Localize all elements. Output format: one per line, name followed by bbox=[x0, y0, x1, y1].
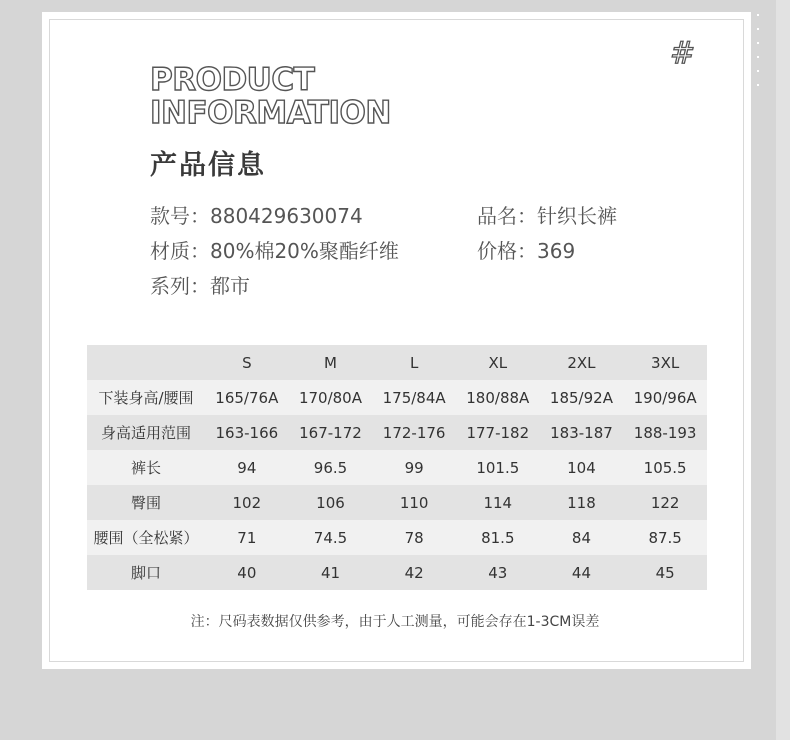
table-row bbox=[87, 450, 707, 485]
table-cell: 81.5 bbox=[481, 528, 515, 547]
header-cell: M bbox=[324, 353, 337, 372]
product-name-value: 针织长裤 bbox=[537, 204, 617, 228]
title-chinese: 产品信息 bbox=[150, 150, 266, 181]
table-cell: 40 bbox=[237, 563, 257, 582]
table-cell: 87.5 bbox=[648, 528, 682, 547]
table-cell: 42 bbox=[404, 563, 424, 582]
table-cell: 183-187 bbox=[550, 423, 613, 442]
header-cell: L bbox=[409, 353, 419, 372]
hash-icon: # bbox=[670, 36, 696, 71]
title-english-line2: INFORMATION bbox=[150, 95, 391, 131]
style-number-value: 880429630074 bbox=[210, 204, 363, 228]
table-cell: 114 bbox=[483, 493, 513, 512]
table-cell: 122 bbox=[650, 493, 680, 512]
row-label: 腰围（全松紧） bbox=[93, 529, 199, 547]
header-cell: 2XL bbox=[567, 353, 596, 372]
table-cell: 84 bbox=[571, 528, 591, 547]
material-value: 80%棉20%聚酯纤维 bbox=[210, 239, 399, 263]
info-material bbox=[150, 235, 399, 264]
header-cell: S bbox=[242, 353, 252, 372]
row-label: 身高适用范围 bbox=[100, 424, 191, 442]
table-cell: 78 bbox=[404, 528, 424, 547]
table-cell: 177-182 bbox=[466, 423, 530, 442]
table-cell: 188-193 bbox=[633, 423, 697, 442]
table-cell: 104 bbox=[567, 458, 596, 477]
product-name-label: 品名： bbox=[477, 204, 537, 228]
row-label: 臀围 bbox=[130, 494, 161, 512]
price-value: 369 bbox=[537, 239, 576, 263]
info-product-name bbox=[477, 200, 617, 229]
info-price bbox=[477, 235, 575, 264]
table-cell: 102 bbox=[232, 493, 262, 512]
table-cell: 44 bbox=[571, 563, 591, 582]
table-cell: 105.5 bbox=[643, 458, 687, 477]
table-cell: 101.5 bbox=[476, 458, 520, 477]
table-cell: 190/96A bbox=[633, 388, 697, 407]
table-cell: 167-172 bbox=[299, 423, 362, 442]
header-cell bbox=[87, 345, 205, 380]
size-table-header bbox=[87, 345, 707, 380]
table-cell: 175/84A bbox=[382, 388, 446, 407]
table-row bbox=[87, 415, 707, 450]
table-cell: 96.5 bbox=[313, 458, 348, 477]
table-row bbox=[87, 485, 707, 520]
table-cell: 99 bbox=[404, 458, 424, 477]
header-cell: 3XL bbox=[651, 353, 680, 372]
table-cell: 110 bbox=[399, 493, 429, 512]
table-cell: 45 bbox=[655, 563, 675, 582]
table-cell: 185/92A bbox=[549, 388, 613, 407]
size-table bbox=[87, 345, 707, 590]
info-series bbox=[150, 270, 250, 299]
row-label: 脚口 bbox=[130, 564, 161, 582]
table-cell: 43 bbox=[488, 563, 508, 582]
table-cell: 41 bbox=[320, 563, 341, 582]
header-cell: XL bbox=[488, 353, 508, 372]
table-row bbox=[87, 555, 707, 590]
table-cell: 180/88A bbox=[466, 388, 530, 407]
title-english bbox=[150, 64, 391, 130]
row-label: 裤长 bbox=[130, 459, 161, 477]
material-label: 材质： bbox=[150, 239, 210, 263]
style-number-label: 款号： bbox=[150, 204, 210, 228]
price-label: 价格： bbox=[477, 239, 537, 263]
row-label: 下装身高/腰围 bbox=[98, 389, 194, 407]
series-label: 系列： bbox=[150, 274, 210, 298]
table-cell: 74.5 bbox=[313, 528, 348, 547]
table-cell: 172-176 bbox=[382, 423, 446, 442]
table-cell: 71 bbox=[237, 528, 257, 547]
info-style-number bbox=[150, 200, 363, 229]
title-english-line1: PRODUCT bbox=[150, 62, 315, 98]
table-cell: 170/80A bbox=[298, 388, 362, 407]
table-cell: 165/76A bbox=[215, 388, 279, 407]
table-row bbox=[87, 520, 707, 555]
measurement-note: 注：尺码表数据仅供参考，由于人工测量，可能会存在1-3CM误差 bbox=[190, 614, 600, 630]
table-cell: 118 bbox=[567, 493, 596, 512]
series-value: 都市 bbox=[210, 274, 250, 298]
table-cell: 106 bbox=[316, 493, 345, 512]
table-row bbox=[87, 380, 707, 415]
decorative-dots bbox=[757, 14, 761, 98]
table-cell: 94 bbox=[237, 458, 257, 477]
table-cell: 163-166 bbox=[215, 423, 279, 442]
